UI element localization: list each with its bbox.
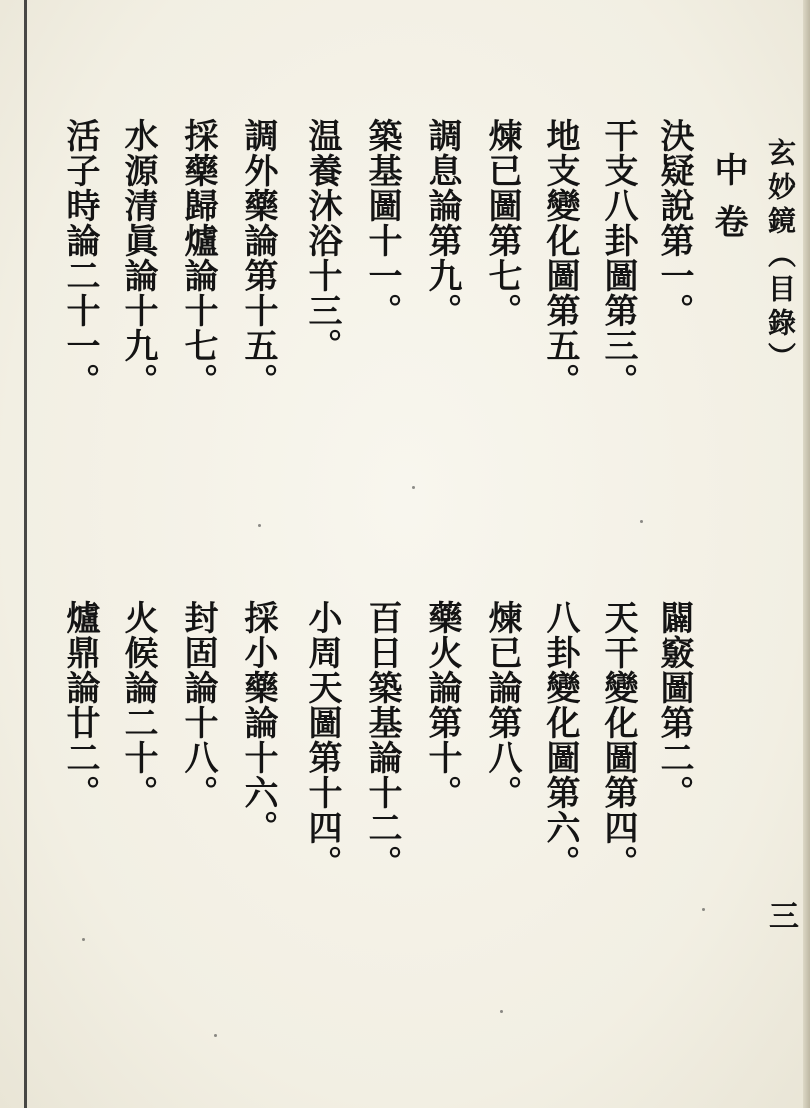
toc-entry: 水源清眞論十九。 (118, 118, 158, 398)
toc-column-10 (116, 0, 160, 1108)
page-right-edge (803, 0, 810, 1108)
toc-entry: 築基圖十一。 (362, 118, 402, 328)
toc-column-1 (652, 0, 696, 1108)
toc-entry: 八卦變化圖第六。 (540, 600, 580, 880)
toc-column-4 (480, 0, 524, 1108)
toc-entry: 煉已圖第七。 (482, 118, 522, 328)
toc-column-5 (420, 0, 464, 1108)
toc-entry: 闢竅圖第二。 (654, 600, 694, 810)
toc-column-3 (538, 0, 582, 1108)
toc-entry: 決疑說第一。 (654, 118, 694, 328)
page-left-edge (24, 0, 27, 1108)
toc-column-7 (300, 0, 344, 1108)
paper-speck (258, 524, 261, 527)
paper-speck (500, 1010, 503, 1013)
toc-column-6 (360, 0, 404, 1108)
toc-column-2 (596, 0, 640, 1108)
toc-entry: 調外藥論第十五。 (238, 118, 278, 398)
paper-speck (214, 1034, 217, 1037)
toc-entry: 地支變化圖第五。 (540, 118, 580, 398)
toc-entry: 採小藥論十六。 (238, 600, 278, 845)
paper-speck (82, 938, 85, 941)
paper-speck (412, 486, 415, 489)
toc-entry: 爐鼎論廿二。 (60, 600, 100, 810)
toc-entry: 火候論二十。 (118, 600, 158, 810)
toc-entry: 小周天圖第十四。 (302, 600, 342, 880)
toc-entry: 百日築基論十二。 (362, 600, 402, 880)
toc-entry: 活子時論二十一。 (60, 118, 100, 398)
page-number: 三 (763, 900, 798, 930)
section-column (706, 0, 750, 1108)
toc-entry: 温養沐浴十三。 (302, 118, 342, 363)
paper-speck (640, 520, 643, 523)
toc-column-11 (58, 0, 102, 1108)
toc-entry: 煉已論第八。 (482, 600, 522, 810)
toc-entry: 調息論第九。 (422, 118, 462, 328)
toc-entry: 封固論十八。 (178, 600, 218, 810)
section-heading: 中卷 (708, 152, 748, 256)
paper-speck (702, 908, 705, 911)
header-column (756, 0, 800, 1108)
toc-entry: 採藥歸爐論十七。 (178, 118, 218, 398)
toc-column-8 (236, 0, 280, 1108)
toc-entry: 干支八卦圖第三。 (598, 118, 638, 398)
toc-entry: 天干變化圖第四。 (598, 600, 638, 880)
running-header: 玄妙鏡（目錄） (764, 138, 797, 376)
toc-entry: 藥火論第十。 (422, 600, 462, 810)
toc-column-9 (176, 0, 220, 1108)
